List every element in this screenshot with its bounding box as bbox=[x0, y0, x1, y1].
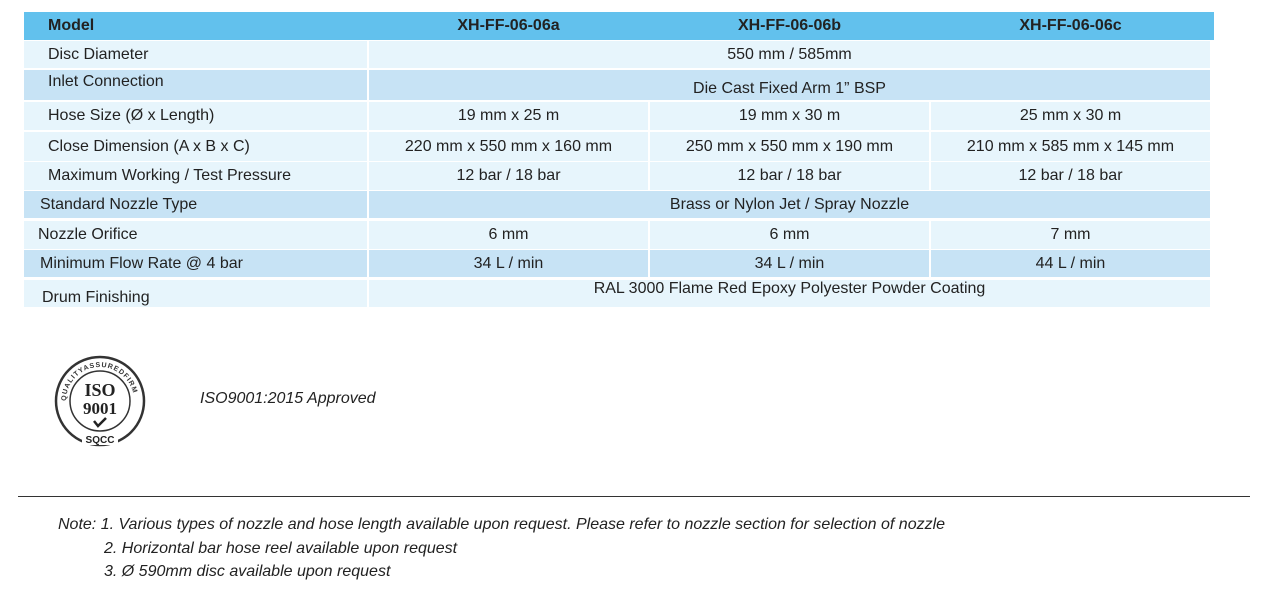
row-value: 34 L / min bbox=[369, 250, 648, 277]
table-row bbox=[24, 162, 1214, 190]
row-value: 6 mm bbox=[650, 221, 929, 249]
row-label: Maximum Working / Test Pressure bbox=[24, 162, 367, 190]
row-value: 19 mm x 30 m bbox=[650, 102, 929, 130]
note-2: 2. Horizontal bar hose reel available upon request bbox=[104, 540, 458, 557]
row-value: 19 mm x 25 m bbox=[369, 102, 648, 130]
row-label: Close Dimension (A x B x C) bbox=[24, 132, 367, 161]
row-label: Disc Diameter bbox=[24, 41, 367, 68]
row-value: 25 mm x 30 m bbox=[931, 102, 1210, 130]
header-model: Model bbox=[24, 12, 367, 40]
table-row bbox=[24, 41, 1214, 68]
table-row bbox=[24, 280, 1214, 307]
table-row bbox=[24, 102, 1214, 130]
row-value: 12 bar / 18 bar bbox=[931, 162, 1210, 190]
svg-text:QUALITYASSUREDFIRM: QUALITYASSUREDFIRM bbox=[60, 361, 139, 402]
note-1: Note: 1. Various types of nozzle and hose length available upon request. Please refer to nozzle section for selection of nozzle bbox=[58, 516, 946, 533]
row-value: Brass or Nylon Jet / Spray Nozzle bbox=[369, 191, 1210, 218]
row-label: Standard Nozzle Type bbox=[24, 191, 367, 218]
svg-text:ISO: ISO bbox=[84, 380, 116, 400]
row-value: Die Cast Fixed Arm 1” BSP bbox=[369, 70, 1210, 100]
divider bbox=[18, 496, 1250, 497]
svg-text:9001: 9001 bbox=[83, 399, 117, 418]
table-row bbox=[24, 70, 1214, 100]
svg-text:SQCC: SQCC bbox=[85, 435, 115, 446]
row-value: 210 mm x 585 mm x 145 mm bbox=[931, 132, 1210, 161]
header-model-b: XH-FF-06-06b bbox=[650, 12, 929, 40]
row-label: Drum Finishing bbox=[24, 280, 367, 307]
table-row bbox=[24, 191, 1214, 218]
row-label: Hose Size (Ø x Length) bbox=[24, 102, 367, 130]
row-value: 220 mm x 550 mm x 160 mm bbox=[369, 132, 648, 161]
table-row bbox=[24, 250, 1214, 277]
row-value: 7 mm bbox=[931, 221, 1210, 249]
note-3: 3. Ø 590mm disc available upon request bbox=[104, 563, 391, 580]
row-value: 12 bar / 18 bar bbox=[369, 162, 648, 190]
row-label: Nozzle Orifice bbox=[24, 221, 367, 249]
row-value: 44 L / min bbox=[931, 250, 1210, 277]
iso-approval-text: ISO9001:2015 Approved bbox=[200, 390, 376, 407]
row-value: 6 mm bbox=[369, 221, 648, 249]
row-value: 12 bar / 18 bar bbox=[650, 162, 929, 190]
table-row bbox=[24, 132, 1214, 161]
iso-9001-seal-logo bbox=[52, 355, 148, 451]
row-value: 34 L / min bbox=[650, 250, 929, 277]
row-label: Minimum Flow Rate @ 4 bar bbox=[24, 250, 367, 277]
table-row bbox=[24, 221, 1214, 249]
header-model-c: XH-FF-06-06c bbox=[931, 12, 1210, 40]
row-value: 250 mm x 550 mm x 190 mm bbox=[650, 132, 929, 161]
row-value: 550 mm / 585mm bbox=[369, 41, 1210, 68]
table-header bbox=[24, 12, 1214, 40]
row-value: RAL 3000 Flame Red Epoxy Polyester Powder Coating bbox=[369, 280, 1210, 307]
row-label: Inlet Connection bbox=[24, 70, 367, 100]
header-model-a: XH-FF-06-06a bbox=[369, 12, 648, 40]
